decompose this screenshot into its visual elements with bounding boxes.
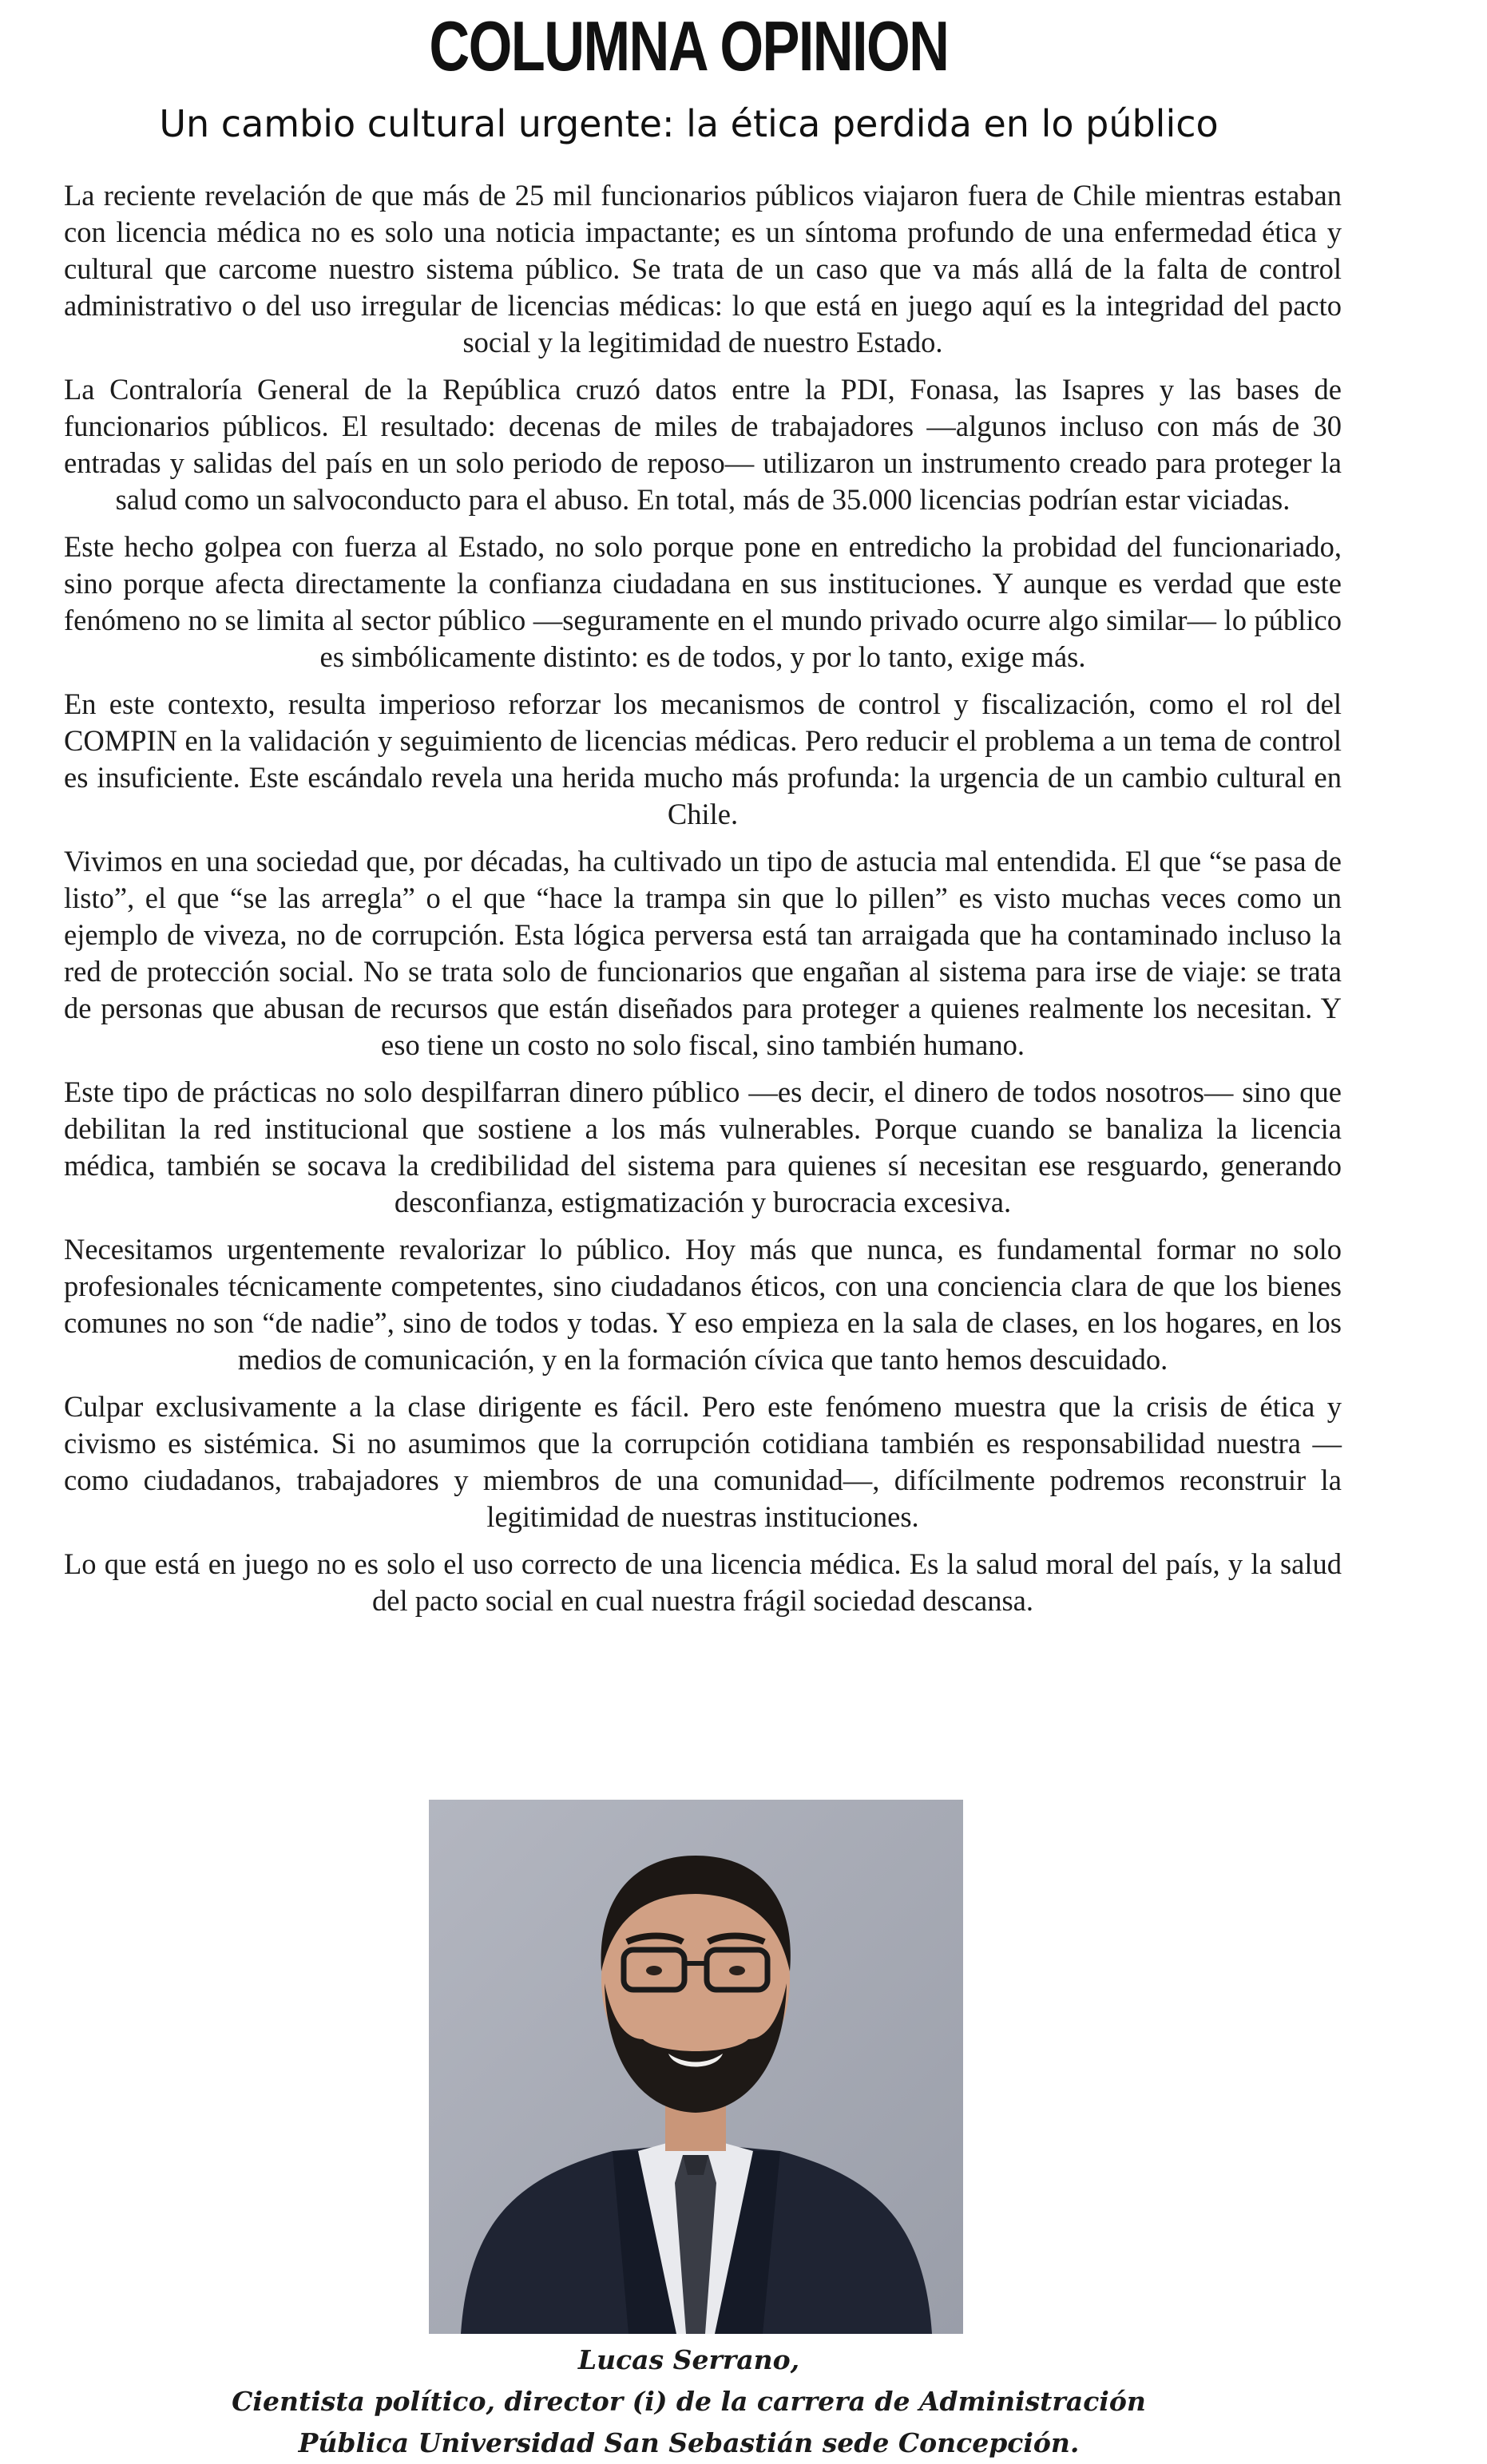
article-paragraph: Necesitamos urgentemente revalorizar lo público. Hoy más que nunca, es fundamental formar no solo profesionales técnicamente competentes, sino ciudadanos éticos, con una conciencia clara de que los bienes comunes no son “de nadie”, sino de todos y todas. Y eso empieza en la sala de clases, en los hogares, en los medios de comunicación, y en la formación cívica que tanto hemos descuidado.	[64, 1233, 1342, 1376]
article-paragraph: En este contexto, resulta imperioso reforzar los mecanismos de control y fiscalización, como el rol del COMPIN en la validación y seguimiento de licencias médicas. Pero reducir el problema a un tema de control es insuficiente. Este escándalo revela una herida mucho más profunda: la urgencia de un cambio cultural en Chile.	[64, 687, 1342, 830]
author-role-line-1: Cientista político, director (i) de la carrera de Administración	[232, 2386, 1146, 2417]
article-paragraph: Este hecho golpea con fuerza al Estado, no solo porque pone en entredicho la probidad del funcionariado, sino porque afecta directamente la confianza ciudadana en sus instituciones. Y aunque es verdad que este fenómeno no se limita al sector público —seguramente en el mundo privado ocurre algo similar— lo público es simbólicamente distinto: es de todos, y por lo tanto, exige más.	[64, 530, 1342, 673]
section-title: COLUMNA OPINION	[429, 6, 949, 85]
article-paragraph: Lo que está en juego no es solo el uso correcto de una licencia médica. Es la salud moral del país, y la salud del pacto social en cual nuestra frágil sociedad descansa.	[64, 1547, 1342, 1617]
article-paragraph: Vivimos en una sociedad que, por décadas, ha cultivado un tipo de astucia mal entendida. El que “se pasa de listo”, el que “se las arregla” o el que “hace la trampa sin que lo pillen” es visto muchas veces como un ejemplo de viveza, no de corrupción. Esta lógica perversa está tan arraigada que ha contaminado incluso la red de protección social. No se trata solo de funcionarios que engañan al sistema para irse de viaje: se trata de personas que abusan de recursos que están diseñados para proteger a quienes realmente los necesitan. Y eso tiene un costo no solo fiscal, sino también humano.	[64, 845, 1342, 1061]
article-body	[64, 177, 1342, 1630]
article-paragraph: La reciente revelación de que más de 25 mil funcionarios públicos viajaron fuera de Chile mientras estaban con licencia médica no es solo una noticia impactante; es un síntoma profundo de una enfermedad ética y cultural que carcome nuestro sistema público. Se trata de un caso que va más allá de la falta de control administrativo o del uso irregular de licencias médicas: lo que está en juego aquí es la integridad del pacto social y la legitimidad de nuestro Estado.	[64, 179, 1342, 359]
author-photo	[429, 1800, 963, 2334]
article-paragraph: Este tipo de prácticas no solo despilfarran dinero público —es decir, el dinero de todos nosotros— sino que debilitan la red institucional que sostiene a los más vulnerables. Porque cuando se banaliza la licencia médica, también se socava la credibilidad del sistema para quienes sí necesitan ese resguardo, generando desconfianza, estigmatización y burocracia excesiva.	[64, 1076, 1342, 1218]
author-portrait-illustration	[429, 1800, 963, 2334]
author-role-line-2: Pública Universidad San Sebastián sede Concepción.	[298, 2427, 1080, 2458]
article-paragraph: La Contraloría General de la República cruzó datos entre la PDI, Fonasa, las Isapres y las bases de funcionarios públicos. El resultado: decenas de miles de trabajadores —algunos incluso con más de 30 entradas y salidas del país en un solo periodo de reposo— utilizaron un instrumento creado para proteger la salud como un salvoconducto para el abuso. En total, más de 35.000 licencias podrían estar viciadas.	[64, 373, 1342, 516]
article-title: Un cambio cultural urgente: la ética perdida en lo público	[159, 102, 1219, 145]
article-paragraph: Culpar exclusivamente a la clase dirigente es fácil. Pero este fenómeno muestra que la crisis de ética y civismo es sistémica. Si no asumimos que la corrupción cotidiana también es responsabilidad nuestra —como ciudadanos, trabajadores y miembros de una comunidad—, difícilmente podremos reconstruir la legitimidad de nuestras instituciones.	[64, 1390, 1342, 1533]
author-caption	[0, 2339, 1378, 2464]
author-name: Lucas Serrano,	[577, 2344, 800, 2375]
